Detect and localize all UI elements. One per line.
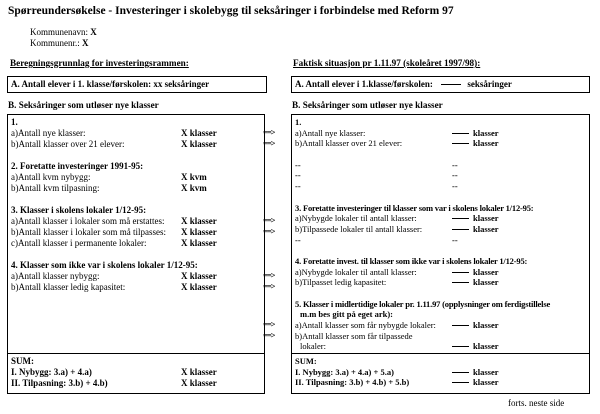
kommunenavn-line [30,27,97,37]
blank-field [452,324,469,326]
arrow-icon: ==> [263,270,275,280]
blank-field [452,345,469,347]
right-main-box [291,114,590,354]
arrow-icon: ==> [263,330,275,340]
dash-value: -- [452,234,458,245]
kommunenr-label: Kommunenr.: [30,38,80,48]
row-unit: klasser [473,320,499,331]
row-value: X klasser [181,216,217,226]
right-row-1b: b)Antall klasser over 21 elever: klasser [295,138,499,149]
spacer-row [8,249,264,260]
right-box-a-unit: seksåringer [467,79,512,89]
row-unit: klasser [473,366,499,377]
row-value: X klasser [181,128,217,138]
left-row-2b: b)Antall kvm tilpasning: X kvm [11,183,207,193]
right-row-3a: a)Nybygde lokaler til antall klasser: klasser [295,213,499,224]
left-row-2: 2. Foretatte investeringer 1991-95: [11,161,144,171]
kommunenr-value: X [82,38,89,48]
left-sum-row-1: I. Nybygg: 3.a) + 4.a) X klasser [11,367,217,377]
row-value: X klasser [181,238,217,248]
row-value: X klasser [181,367,217,377]
left-row-3a: a)Antall klasser i lokaler som må erstattes: X klasser [11,216,217,226]
row-unit: klasser [473,138,499,149]
row-unit: klasser [473,213,499,224]
right-section-b-title: B. Seksåringer som utløser nye klasser [292,100,443,110]
right-sum-box [291,353,590,394]
right-row-1a: a)Antall nye klasser: klasser [295,127,499,138]
dash-value: -- [452,170,458,181]
blank-field [452,228,469,230]
right-dash-row: -- -- [295,234,458,245]
left-row-3: 3. Klasser i skolens lokaler 1/12-95: [11,205,147,215]
row-value: X klasser [181,227,217,237]
right-dash-row: -- -- [295,181,458,192]
left-row-2a: a)Antall kvm nybygg: X kvm [11,172,207,182]
blank-field [452,371,469,373]
dash-value: -- [452,181,458,192]
arrow-icon: ==> [263,138,275,148]
row-unit: klasser [473,223,499,234]
right-row-3: 3. Foretatte investeringer til klasser som var i skolens lokaler 1/12-95: [295,202,534,213]
right-dash-row: -- -- [295,159,458,170]
spacer-row [292,192,589,203]
left-sum-row-2: II. Tilpasning: 3.b) + 4.b) X klasser [11,378,217,388]
arrow-icon: ==> [263,226,275,236]
footer-note: forts. neste side [508,398,565,408]
blank-field [452,381,469,383]
row-value: X kvm [181,172,207,182]
row-value: X kvm [181,183,207,193]
left-row-1b: b)Antall klasser over 21 elever: X klasser [11,139,217,149]
page-title: Spørreundersøkelse - Investeringer i skolebygg til seksåringer i forbindelse med Reform 97 [8,5,454,17]
left-row-1: 1. [11,117,18,127]
right-row-4a: a)Nybygde lokaler til antall klasser: klasser [295,266,499,277]
blank-field [452,217,469,219]
arrow-icon: ==> [263,319,275,329]
spacer-row [292,149,589,160]
left-row-4: 4. Klasser som ikke var i skolens lokaler 1/12-95: [11,260,198,270]
right-row-5b-line1: b)Antall klasser som får tilpassede [295,330,413,341]
row-value: X klasser [181,378,217,388]
spacer-row [8,150,264,161]
left-row-3c: c)Antall klasser i permanente lokaler: X klasser [11,238,217,248]
right-row-4: 4. Foretatte invest. til klasser som ikke var i skolens lokaler 1/12-95: [295,255,528,266]
left-row-1a: a)Antall nye klasser: X klasser [11,128,217,138]
left-sum-title: SUM: [11,356,34,366]
right-sum-row-2: II. Tilpasning: 3.b) + 4.b) + 5.b) klasser [295,377,499,388]
dash-value: -- [452,159,458,170]
kommunenr-line [30,38,89,48]
kommunenavn-label: Kommunenavn: [30,27,88,37]
right-box-a [291,76,590,93]
left-row-4a: a)Antall klasser nybygg: X klasser [11,271,217,281]
right-row-3b: b)Tilpassede lokaler til antall klasser: klasser [295,223,499,234]
left-box-a [7,76,267,93]
row-unit: klasser [473,277,499,288]
row-value: X klasser [181,271,217,281]
spacer-row [292,245,589,256]
right-row-5-line1: 5. Klasser i midlertidige lokaler pr. 1.11.97 (opplysninger om ferdigstillelse [295,298,551,309]
left-section-b-title: B. Seksåringer som utløser nye klasser [8,100,159,110]
right-row-5b-line2: lokaler: klasser [300,341,499,352]
left-row-4b: b)Antall klasser ledig kapasitet: X klasser [11,282,217,292]
left-box-a-text: A. Antall elever i 1. klasse/førskolen: xx seksåringer [11,79,210,89]
left-sum-box [7,353,265,394]
row-unit: klasser [473,127,499,138]
blank-field [452,271,469,273]
right-dash-row: -- -- [295,170,458,181]
arrow-icon: ==> [263,215,275,225]
row-unit: klasser [473,341,499,352]
row-value: X klasser [181,282,217,292]
left-column-header: Beregningsgrunnlag for investeringsrammen: [10,58,189,68]
right-row-5a: a)Antall klasser som får nybygde lokaler: klasser [295,320,499,331]
blank-field [452,132,469,134]
right-sum-row-1: I. Nybygg: 3.a) + 4.a) + 5.a) klasser [295,366,499,377]
right-column-header: Faktisk situasjon pr 1.11.97 (skoleåret 1997/98): [293,58,481,68]
right-row-5-line2: m.m bes gitt på eget ark): [300,309,394,320]
left-row-3b: b)Antall klasser i lokaler som må tilpasses: X klasser [11,227,217,237]
row-unit: klasser [473,266,499,277]
spacer-row [292,288,589,299]
right-row-1: 1. [295,117,302,127]
right-sum-title: SUM: [295,356,317,366]
arrow-icon: ==> [263,281,275,291]
left-main-box [7,114,265,354]
blank-field [452,281,469,283]
spacer-row [8,194,264,205]
row-value: X klasser [181,139,217,149]
blank-field [452,142,469,144]
right-box-a-label: A. Antall elever i 1.klasse/førskolen: [295,79,433,89]
kommunenavn-value: X [90,27,97,37]
row-unit: klasser [473,377,499,388]
right-row-4b: b)Tilpasset ledig kapasitet: klasser [295,277,499,288]
arrow-icon: ==> [263,127,275,137]
blank-field [441,83,461,85]
